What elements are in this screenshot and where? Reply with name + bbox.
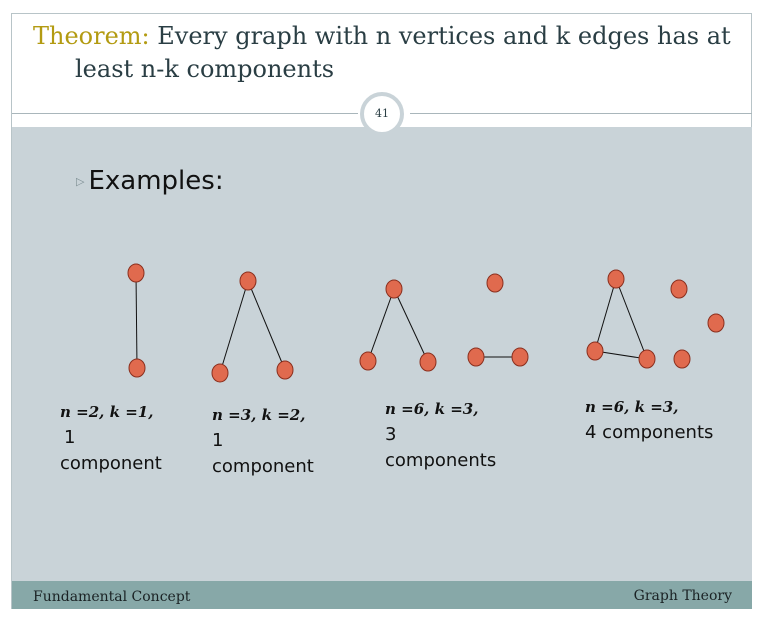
example-4-count: 4 components — [585, 422, 714, 443]
edge — [616, 279, 647, 359]
example-2-count-label: component — [212, 456, 314, 477]
vertex — [129, 359, 145, 377]
edge — [248, 281, 285, 370]
graph-4 — [595, 279, 647, 359]
example-3-count-label: components — [385, 450, 497, 471]
example-1-caption — [60, 399, 162, 477]
example-3-formula: n =6, k =3, — [385, 400, 479, 418]
graph-3 — [368, 289, 520, 362]
example-2-formula: n =3, k =2, — [212, 406, 306, 424]
vertex — [468, 348, 484, 366]
vertex — [512, 348, 528, 366]
vertex — [639, 350, 655, 368]
example-3-caption — [385, 396, 496, 474]
edge — [394, 289, 428, 362]
triangle-bullet-icon: ▷ — [76, 174, 85, 188]
vertex — [674, 350, 690, 368]
example-1-count: 1 — [64, 427, 76, 448]
graph-1 — [136, 273, 137, 368]
example-1-formula: n =2, k =1, — [60, 403, 154, 421]
title-line-2: least n-k components — [75, 55, 335, 83]
vertex — [212, 364, 228, 382]
edge — [595, 279, 616, 351]
theorem-label: Theorem: — [33, 22, 150, 50]
vertex — [587, 342, 603, 360]
example-1-count-label: component — [60, 453, 162, 474]
vertex — [240, 272, 256, 290]
edge — [220, 281, 248, 373]
graph-2 — [220, 281, 285, 373]
example-4-formula: n =6, k =3, — [585, 398, 679, 416]
example-2-caption — [212, 402, 314, 480]
page-number-badge: 41 — [360, 92, 404, 136]
example-2-count: 1 — [212, 430, 224, 451]
example-4-caption — [585, 394, 713, 446]
footer-left-text: Fundamental Concept — [33, 589, 191, 605]
footer-right-text: Graph Theory — [633, 588, 732, 604]
vertex — [420, 353, 436, 371]
edge — [136, 273, 137, 368]
vertex — [277, 361, 293, 379]
title-line-1: Every graph with n vertices and k edges has at — [149, 22, 731, 50]
examples-heading: Examples: — [88, 166, 224, 196]
vertex — [608, 270, 624, 288]
vertex — [671, 280, 687, 298]
vertex — [708, 314, 724, 332]
vertex — [360, 352, 376, 370]
example-3-count: 3 — [385, 424, 397, 445]
vertex — [128, 264, 144, 282]
vertex — [487, 274, 503, 292]
vertex — [386, 280, 402, 298]
edge — [368, 289, 394, 361]
